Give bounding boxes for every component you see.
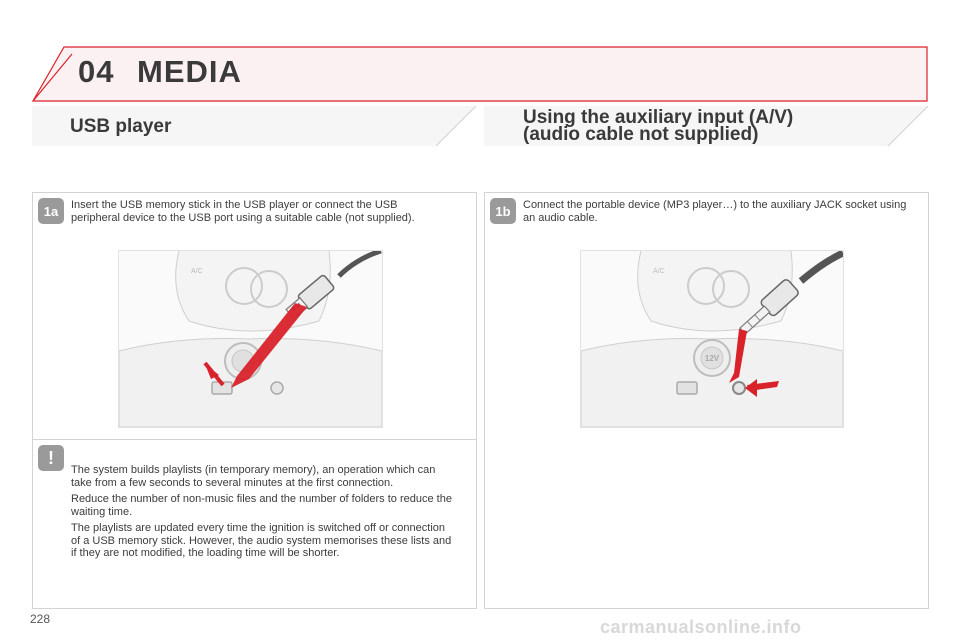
usb-step-text: Insert the USB memory stick in the USB player or connect the USB peripheral device to the USB port using a suitable cable (not supplied).: [71, 199, 415, 224]
usb-section-title: USB player: [70, 116, 172, 137]
usb-illustration: [118, 250, 383, 428]
note-paragraph-1: The system builds playlists (in temporary memory), an operation which can take from a few seconds to several minutes at the first connection.: [71, 464, 436, 489]
aux-step-text: Connect the portable device (MP3 player…) to the auxiliary JACK socket using an audio cable.: [523, 199, 907, 224]
chapter-number: 04: [78, 54, 115, 89]
note-paragraph-2: Reduce the number of non-music files and the number of folders to reduce the waiting time.: [71, 493, 452, 518]
aux-section-title: [523, 109, 793, 143]
socket-12v-label: 12V: [704, 354, 720, 363]
step-1b-badge: 1b: [490, 198, 516, 224]
note-text: [71, 464, 457, 564]
svg-text:A/C: A/C: [653, 268, 665, 275]
warning-icon: !: [38, 445, 64, 471]
page-number: 228: [30, 612, 51, 626]
chapter-title: MEDIA: [137, 54, 242, 89]
watermark: carmanualsonline.info: [600, 617, 802, 637]
aux-jack-drawing: [581, 251, 843, 427]
note-paragraph-3: The playlists are updated every time the ignition is switched off or connection of a USB memory stick. However, the audio system memorises these lists and if they are not modified, the loading time will be shorter.: [71, 522, 452, 559]
svg-text:A/C: A/C: [191, 268, 203, 275]
aux-section-title-line1: Using the auxiliary input (A/V): [523, 107, 794, 128]
aux-section-title-line2: (audio cable not supplied): [523, 124, 759, 145]
aux-illustration: [580, 250, 844, 428]
usb-port-drawing: [119, 251, 382, 427]
step-1a-badge: 1a: [38, 198, 64, 224]
